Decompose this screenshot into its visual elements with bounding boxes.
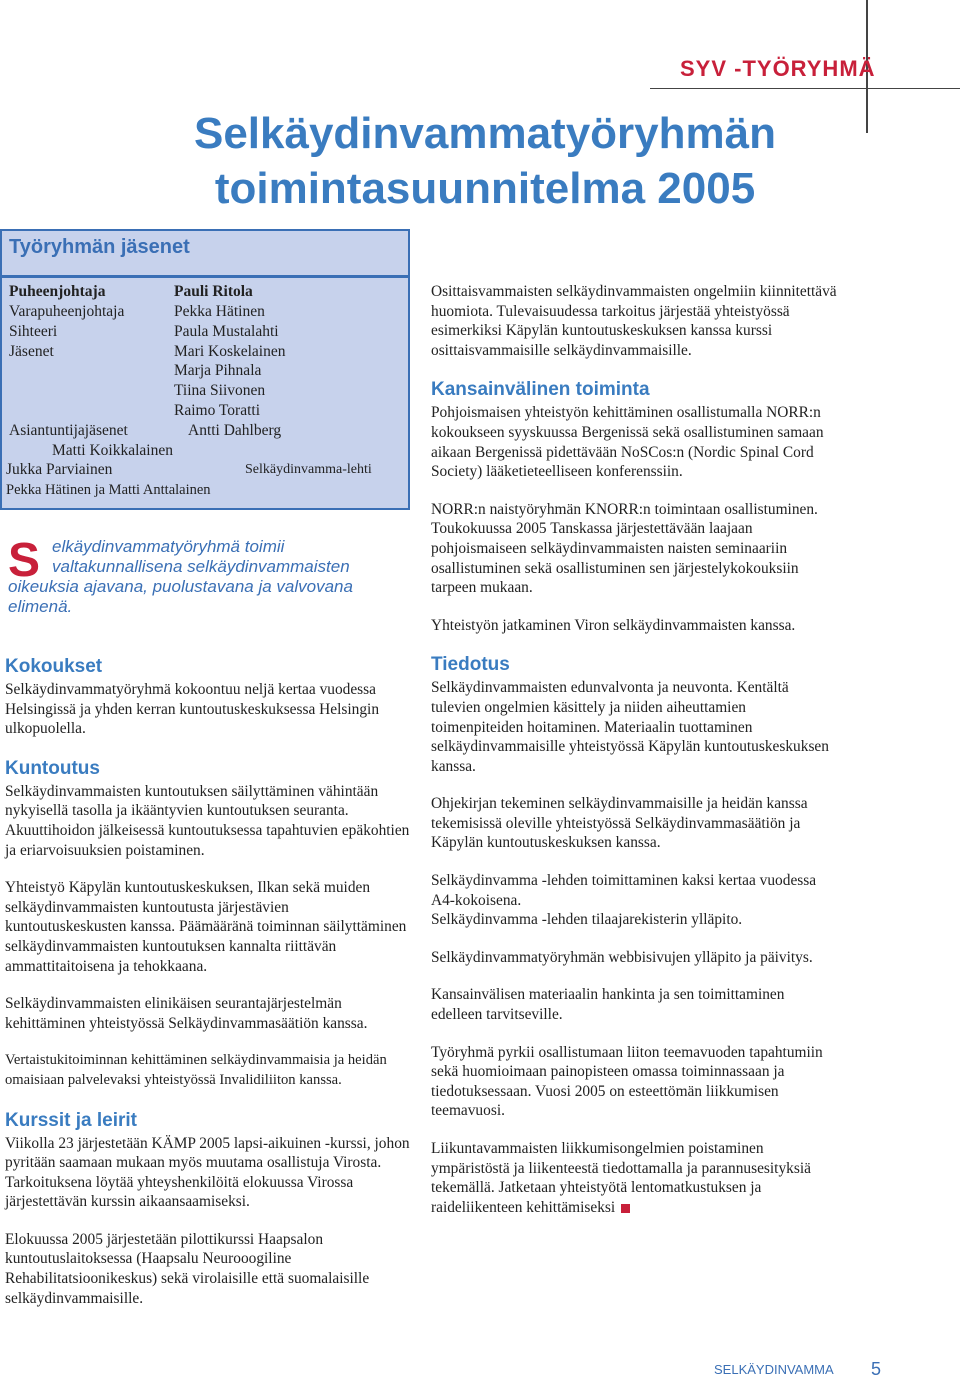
paragraph: Selkäydinvamma -lehden tilaajarekisterin ylläpito. [431, 911, 743, 929]
member-name: Pauli Ritola [174, 283, 253, 300]
lead-paragraph [8, 534, 406, 617]
page-title [0, 106, 960, 216]
paragraph: Viikolla 23 järjestetään KÄMP 2005 lapsi-aikuinen -kurssi, johon pyritään saamaan mukaan myös muutama osallistuja Virosta. Tarkoituksena löytää yhteyshenkilöitä elokuussa Virossa järjestettävän kurssin aikaansaamiseksi. [5, 1134, 410, 1211]
member-role: Sihteeri [9, 323, 58, 340]
member-name: Matti Koikkalainen [52, 442, 173, 459]
paragraph: Selkäydinvammatyöryhmä kokoontuu neljä kertaa vuodessa Helsingissä ja yhden kerran kuntoutuskeskuksessa Helsingin ulkopuolella. [5, 681, 380, 738]
member-role: Varapuheenjohtaja [9, 303, 125, 320]
paragraph: Selkäydinvammatyöryhmän webbisivujen ylläpito ja päivitys. [431, 948, 813, 966]
paragraph: Osittaisvammaisten selkäydinvammaisten ongelmiin kiinnitettävä huomiota. Tulevaisuudessa tarkoitus järjestää yhteistyössä esimerkiksi Käpylän kuntoutuskeskuksen kanssa kurssi osittaisvammaisille selkäydinvammaisille. [431, 283, 837, 359]
paragraph: Selkäydinvammaisten elinikäisen seurantajärjestelmän kehittäminen yhteistyössä Selkäydinvammasäätiön kanssa. [5, 995, 368, 1032]
footer-magazine: SELKÄYDINVAMMA [714, 1362, 834, 1377]
paragraph: Yhteistyö Käpylän kuntoutuskeskuksen, Ilkan sekä muiden selkäydinvammaisten kuntoutusta järjestävien kuntoutuskeskusten kanssa. Päämääränä toiminnan säilyttäminen selkäydinvammaisten kuntoutuksen kannalta riittävän ammattitaitoisena ja tehokkaana. [5, 879, 407, 975]
paragraph: Selkäydinvammaisten kuntoutuksen säilyttäminen vähintään nykyisellä tasolla ja ikääntyvien kuntoutuksen seuranta. Akuuttihoidon jälkeisessä kuntoutuksessa tapahtuvien epäkohtien ja eriarvoisuuksien poistaminen. [5, 782, 410, 859]
paragraph: Työryhmä pyrkii osallistumaan liiton teemavuoden tapahtumiin sekä huomioimaan painopisteen omassa toiminnassaan ja tiedotuksessaan. Vuosi 2005 on esteettömän liikkumisen teemavuosi. [431, 1043, 823, 1120]
paragraph-liikunta [431, 1139, 839, 1217]
page-title-line2: toimintasuunnitelma 2005 [214, 164, 756, 213]
section-tag: SYV -TYÖRYHMÄ [680, 56, 876, 81]
drop-cap: S [8, 534, 41, 587]
member-name: Pekka Hätinen ja Matti Anttalainen [6, 482, 211, 498]
member-name: Mari Koskelainen [174, 343, 286, 360]
lead-text: elkäydinvammatyöryhmä toimii valtakunnallisena selkäydinvammaisten oikeuksia ajavana, puolustavana ja valvovana elimenä. [8, 537, 353, 616]
paragraph-text: Liikuntavammaisten liikkumisongelmien poistaminen ympäristöstä ja liikenteestä tiedottamalla ja parannusesityksiä tekemällä. Jatketaan yhteistyötä lentomatkustuksen ja raideliikenteen kehittämiseksi [431, 1140, 811, 1216]
member-name: Antti Dahlberg [188, 422, 282, 439]
paragraph: Kansainvälisen materiaalin hankinta ja sen toimittaminen edelleen tarvitseville. [431, 986, 785, 1024]
heading-tiedotus: Tiedotus [431, 654, 510, 676]
member-name: Jukka Parviainen [6, 461, 113, 478]
top-horizontal-rule [650, 88, 960, 89]
members-divider [2, 275, 408, 278]
member-name: Paula Mustalahti [174, 323, 279, 340]
heading-kokoukset: Kokoukset [5, 656, 103, 677]
paragraph: Selkäydinvamma -lehden toimittaminen kaksi kertaa vuodessa A4-kokoisena. [431, 872, 817, 909]
paragraph: NORR:n naistyöryhmän KNORR:n toimintaan osallistuminen. Toukokuussa 2005 Tanskassa järjestettävään laajaan pohjoismaiseen selkäydinvammaisten naisten seminaariin osallistuminen sekä osallistuminen sen järjestelykokouksiin tarpeen mukaan. [431, 500, 818, 597]
left-column [5, 655, 411, 1326]
right-column [431, 282, 839, 1235]
paragraph: Selkäydinvammaisten edunvalvonta ja neuvonta. Kentältä tulevien ongelmien käsittely ja niiden aiheuttamien toimenpiteiden hoitaminen. Materiaalin tuottaminen selkäydinvammaisille yhteistyössä Käpylän kuntoutuskeskuksen kanssa. [431, 679, 829, 775]
page-title-line1: Selkäydinvammatyöryhmän [193, 109, 777, 158]
heading-kansainvalinen: Kansainvälinen toiminta [431, 379, 650, 401]
member-role: Asiantuntijajäsenet [9, 422, 128, 439]
heading-kuntoutus: Kuntoutus [5, 757, 100, 779]
paragraph: Vertaistukitoiminnan kehittäminen selkäydinvammaisia ja heidän omaisiaan palvelevaksi yhteistyössä Invalidiliiton kanssa. [5, 1052, 387, 1088]
member-role: Puheenjohtaja [9, 283, 106, 300]
paragraph: Pohjoismaisen yhteistyön kehittäminen osallistumalla NORR:n kokoukseen syyskuussa Bergenissä sekä osallistuminen samaan aikaan Bergenissä pidettävään NoSCos:n (Nordic Spinal Cord Society) lääketieteelliseen konferenssiin. [431, 404, 824, 481]
page-number: 5 [871, 1359, 882, 1379]
paragraph: Elokuussa 2005 järjestetään pilottikurssi Haapsalon kuntoutuslaitoksessa (Haapsalu Neurooogiline Rehabilitatsioonikeskus) sekä virolaisille että suomalaisille selkäydinvammaisille. [5, 1230, 370, 1307]
drop-cap-spacer [8, 538, 52, 576]
member-role: Jäsenet [9, 343, 54, 360]
member-name: Pekka Hätinen [174, 303, 265, 320]
heading-kurssit: Kurssit ja leirit [5, 1109, 137, 1131]
members-box [0, 229, 410, 510]
members-heading: Työryhmän jäsenet [9, 236, 190, 258]
paragraph: Ohjekirjan tekeminen selkäydinvammaisille ja heidän kanssa tekemisissä oleville yhteistyössä Selkäydinvammasäätiön ja Käpylän kuntoutuskeskuksen kanssa. [431, 795, 808, 852]
member-name: Raimo Toratti [174, 402, 261, 419]
paragraph: Yhteistyön jatkaminen Viron selkäydinvammaisten kanssa. [431, 616, 796, 634]
journal-label: Selkäydinvamma-lehti [245, 462, 372, 477]
member-name: Marja Pihnala [174, 362, 262, 379]
member-name: Tiina Siivonen [174, 382, 266, 399]
end-mark-icon [621, 1204, 630, 1213]
